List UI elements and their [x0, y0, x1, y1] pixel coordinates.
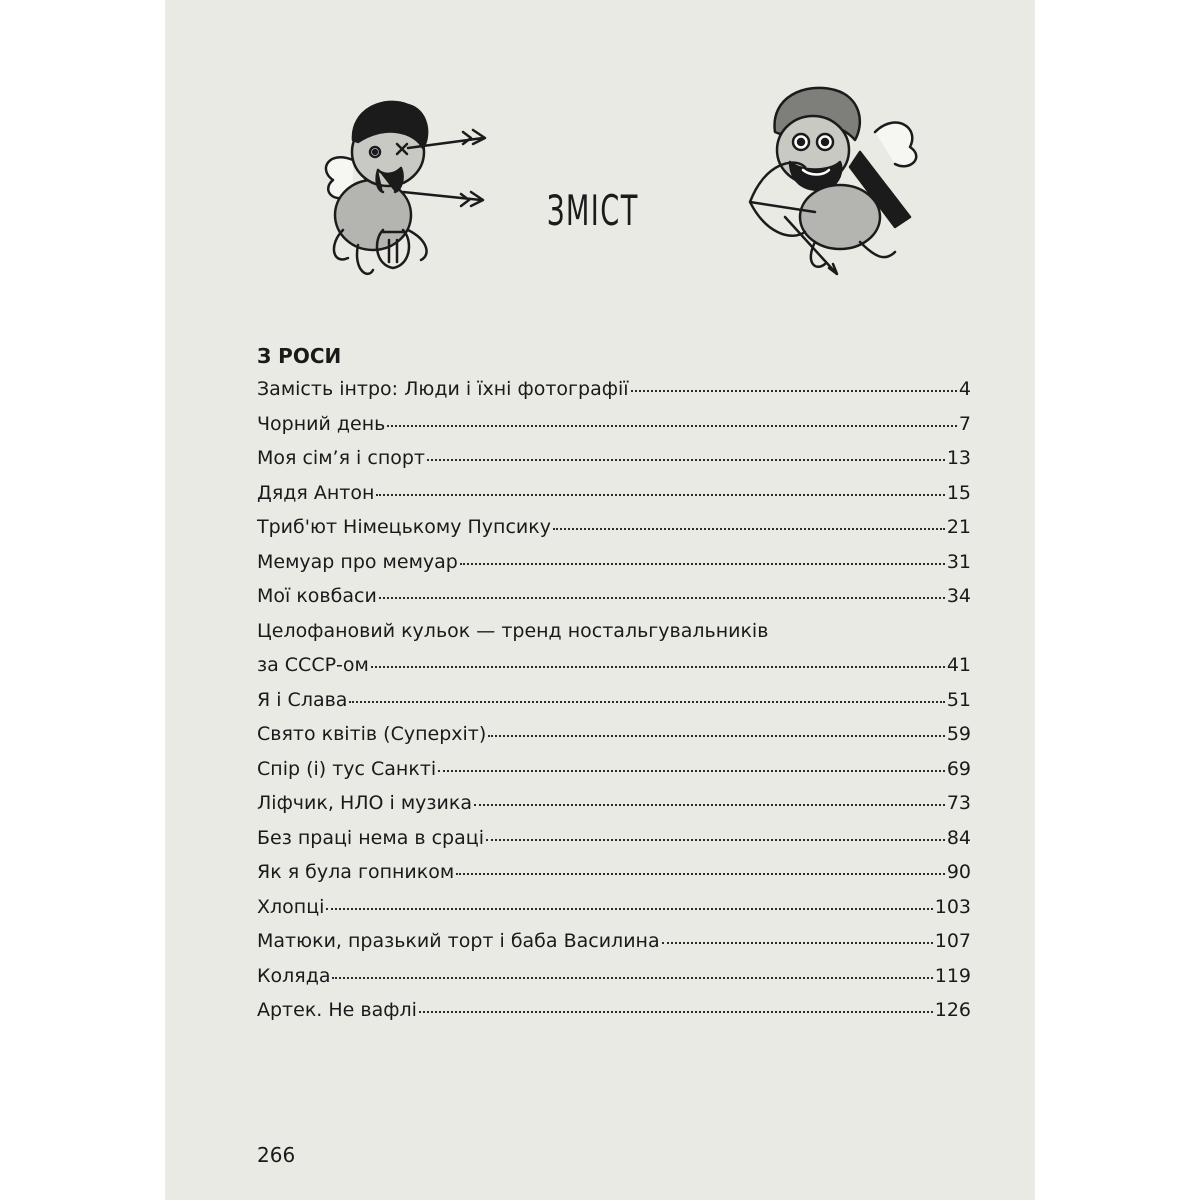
- toc-entry: [257, 786, 971, 821]
- entry-title: Свято квітів (Суперхіт): [257, 723, 487, 745]
- toc-entry: [257, 890, 971, 925]
- toc-entry: [257, 545, 971, 580]
- entry-title: Я і Слава: [257, 688, 348, 711]
- toc-entry: [257, 924, 971, 959]
- toc-entry: [257, 752, 971, 787]
- dot-leader: [332, 977, 932, 979]
- entry-title: Матюки, празький торт і баба Василина: [257, 930, 660, 952]
- dot-leader: [553, 528, 945, 530]
- entry-page: 126: [934, 999, 971, 1021]
- page-number: 266: [257, 1143, 296, 1167]
- entry-page: 59: [946, 723, 971, 745]
- entry-title: Дядя Антон: [257, 481, 375, 504]
- dot-leader: [387, 425, 957, 427]
- entry-page: 31: [946, 550, 971, 573]
- toc-entry-line1: [257, 614, 971, 649]
- toc-entry: [257, 372, 971, 407]
- dot-leader: [349, 701, 944, 703]
- page-title: ЗМІСТ: [547, 186, 639, 235]
- entry-title: Триб'ют Німецькому Пупсику: [257, 516, 551, 538]
- entry-page: 34: [946, 585, 971, 607]
- dot-leader: [326, 908, 932, 910]
- book-page: [165, 0, 1035, 1200]
- toc-entry: [257, 855, 971, 890]
- entry-title: Мемуар про мемуар: [257, 550, 458, 573]
- dot-leader: [371, 666, 945, 668]
- entry-title-line1: Целофановий кульок — тренд ностальгувальників: [257, 619, 769, 642]
- entry-page: 41: [946, 654, 971, 676]
- toc-entry: [257, 510, 971, 545]
- entry-title: Моя сім’я і спорт: [257, 447, 425, 469]
- entry-title: Замість інтро: Люди і їхні фотографії: [257, 378, 629, 400]
- dot-leader: [662, 942, 933, 944]
- dot-leader: [379, 597, 945, 599]
- entry-title: Спір (і) тус Санкті: [257, 757, 437, 780]
- dot-leader: [488, 735, 945, 737]
- toc-entry: [257, 717, 971, 752]
- dot-leader: [474, 804, 945, 806]
- entry-page: 103: [934, 895, 971, 918]
- cupid-with-lyre-icon: [313, 80, 513, 290]
- entry-title: Без праці нема в сраці: [257, 826, 484, 849]
- entry-page: 13: [946, 447, 971, 469]
- entry-page: 4: [958, 378, 971, 400]
- entry-page: 15: [946, 481, 971, 504]
- entry-page: 21: [946, 516, 971, 538]
- entry-page: 51: [946, 688, 971, 711]
- toc-entry: [257, 648, 971, 683]
- entry-page: 73: [946, 792, 971, 814]
- entry-page: 107: [934, 930, 971, 952]
- toc-entry: [257, 476, 971, 511]
- entry-title: Хлопці: [257, 895, 325, 918]
- dot-leader: [419, 1011, 933, 1013]
- entry-title: за СССР-ом: [257, 654, 369, 676]
- dot-leader: [376, 494, 944, 496]
- toc-entry: [257, 993, 971, 1028]
- toc-entry: [257, 441, 971, 476]
- cupid-with-bow-icon: [735, 72, 935, 282]
- dot-leader: [631, 390, 957, 392]
- table-of-contents: [257, 340, 971, 1028]
- entry-page: 119: [934, 964, 971, 987]
- section-heading: З РОСИ: [257, 344, 342, 368]
- dot-leader: [427, 459, 945, 461]
- toc-entry: [257, 821, 971, 856]
- toc-entry: [257, 959, 971, 994]
- entry-title: Як я була гопником: [257, 861, 455, 883]
- entry-title: Ліфчик, НЛО і музика: [257, 792, 472, 814]
- entry-page: 69: [946, 757, 971, 780]
- entry-title: Мої ковбаси: [257, 585, 377, 607]
- entry-title: Артек. Не вафлі: [257, 999, 417, 1021]
- dot-leader: [456, 873, 945, 875]
- dot-leader: [438, 770, 945, 772]
- entry-title: Коляда: [257, 964, 331, 987]
- toc-entry: [257, 683, 971, 718]
- dot-leader: [486, 839, 945, 841]
- entry-page: 7: [958, 412, 971, 435]
- entry-page: 90: [946, 861, 971, 883]
- dot-leader: [460, 563, 945, 565]
- toc-entry: [257, 407, 971, 442]
- entry-page: 84: [946, 826, 971, 849]
- toc-entry: [257, 579, 971, 614]
- entry-title: Чорний день: [257, 412, 386, 435]
